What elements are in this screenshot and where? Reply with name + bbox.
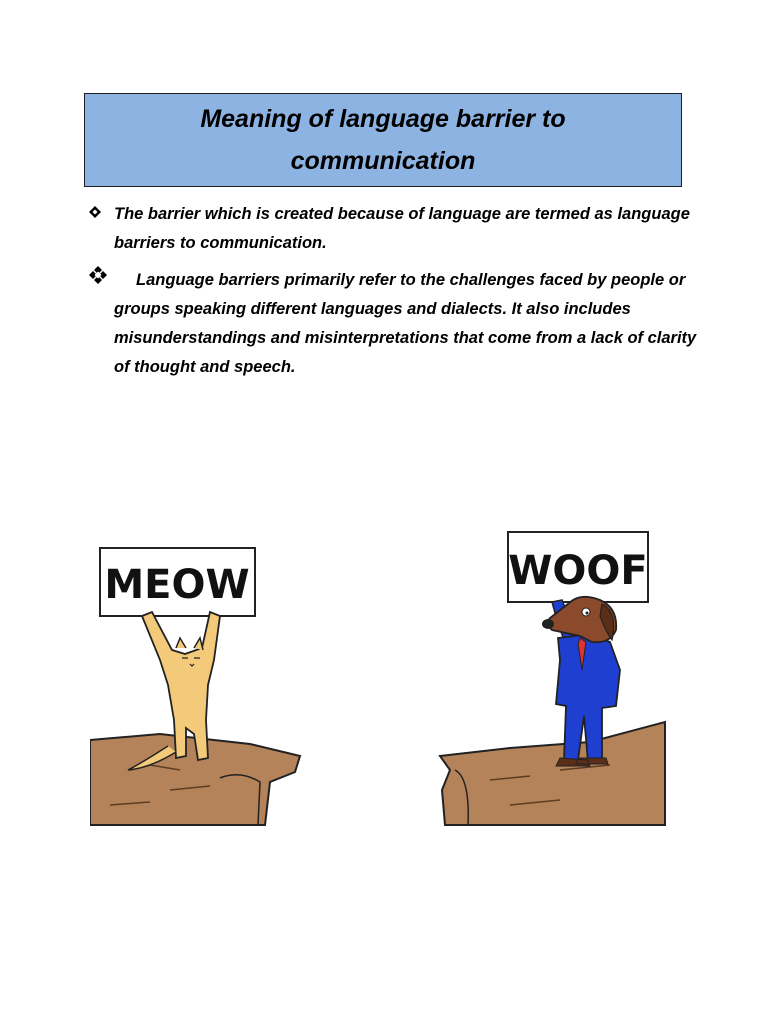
bullet-item (84, 200, 704, 258)
woof-text: WOOF (508, 548, 648, 594)
language-barrier-cartoon (90, 520, 670, 830)
bullet-item (84, 266, 704, 382)
right-cliff (440, 722, 665, 825)
bullet-list (84, 200, 704, 382)
left-cliff (90, 734, 300, 825)
bullet-text: Language barriers primarily refer to the challenges faced by people or groups speaking different languages and dialects. It also includes misunderstandings and misinterpretations that come from a lack of clarity of thought and speech. (114, 271, 697, 376)
title-box (84, 93, 682, 187)
title-line-2: communication (290, 147, 476, 175)
title-line-1: Meaning of language barrier to (200, 105, 566, 133)
diamond-bullet-icon (84, 260, 112, 292)
diamond-bullet-icon (84, 200, 106, 229)
bullet-text: The barrier which is created because of language are termed as language barriers to communication. (114, 205, 690, 252)
meow-text: MEOW (104, 562, 250, 608)
meow-sign (100, 548, 255, 616)
woof-sign (508, 532, 648, 602)
